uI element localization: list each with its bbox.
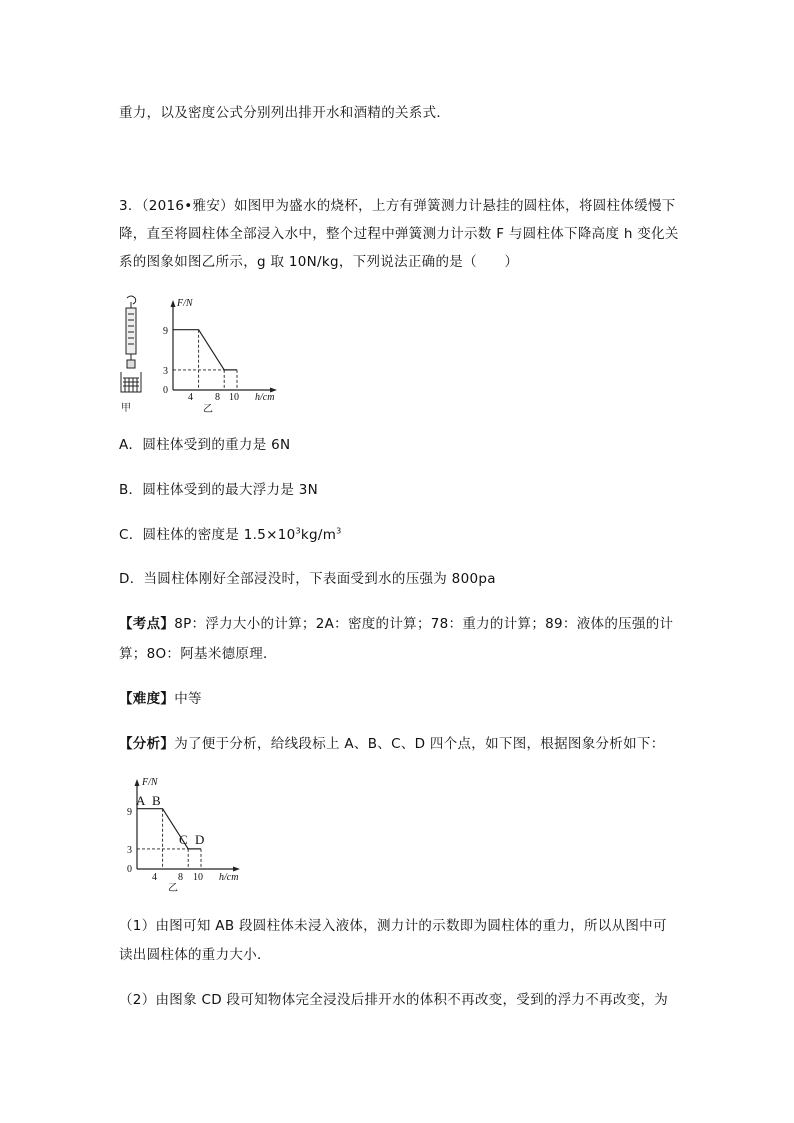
kaodian-label: 【考点】 [119, 616, 175, 632]
option-c-unit-exponent: 3 [336, 526, 342, 536]
x-tick-4: 4 [152, 872, 157, 883]
y-axis-arrow [135, 779, 140, 786]
y-axis-label: F/N [177, 298, 193, 309]
kaodian-line-2: 算；8O：阿基米德原理． [119, 646, 277, 662]
force-height-graph [163, 298, 277, 414]
series-line [137, 809, 201, 849]
analysis-p1-line-2: 读出圆柱体的重力大小． [119, 947, 271, 963]
kaodian-text-1: 8P：浮力大小的计算；2A：密度的计算；78：重力的计算；89：液体的压强的计 [174, 616, 674, 632]
y-tick-3: 3 [127, 845, 132, 856]
point-label-d: D [195, 832, 205, 847]
y-tick-0: 0 [163, 385, 168, 396]
option-c-text: C．圆柱体的密度是 1.5×10 [119, 527, 296, 543]
y-tick-9: 9 [163, 326, 168, 337]
y-axis-label: F/N [142, 777, 158, 788]
point-label-b: B [152, 793, 161, 808]
x-tick-10: 10 [193, 872, 203, 883]
point-label-a: A [136, 793, 146, 808]
option-a: A．圆柱体受到的重力是 6N [119, 437, 291, 453]
y-tick-3: 3 [163, 366, 168, 377]
option-c-exponent: 3 [295, 526, 301, 536]
y-axis-arrow [171, 300, 176, 307]
figure-1 [115, 294, 285, 414]
y-tick-9: 9 [127, 807, 132, 818]
beaker-icon [121, 372, 141, 392]
y-tick-0: 0 [127, 864, 132, 875]
option-c-unit: kg/m [300, 527, 337, 543]
point-label-c: C [179, 832, 188, 847]
option-d: D．当圆柱体刚好全部浸没时，下表面受到水的压强为 800pa [119, 571, 496, 587]
nandu-label: 【难度】 [119, 691, 175, 707]
figure-label-jia: 甲 [121, 403, 131, 414]
option-b: B．圆柱体受到的最大浮力是 3N [119, 482, 319, 498]
x-axis-label: h/cm [255, 392, 275, 403]
spring-balance-icon [126, 296, 136, 368]
fenxi-text: 为了便于分析，给线段标上 A、B、C、D 四个点，如下图，根据图象分析如下： [174, 736, 665, 752]
x-axis-arrow [233, 867, 240, 872]
figure-2 [118, 773, 248, 895]
question-line-2: 降，直至将圆柱体全部浸入水中，整个过程中弹簧测力计示数 F 与圆柱体下降高度 h 变化关 [119, 226, 679, 242]
intro-line: 重力，以及密度公式分别列出排开水和酒精的关系式． [119, 105, 451, 121]
fenxi-label: 【分析】 [119, 736, 175, 752]
question-line-1: 3．（2016•雅安）如图甲为盛水的烧杯，上方有弹簧测力计悬挂的圆柱体，将圆柱体缓慢下 [119, 198, 676, 214]
analysis-p1-line-1: （1）由图可知 AB 段圆柱体未浸入液体，测力计的示数即为圆柱体的重力，所以从图中可 [119, 918, 667, 934]
x-tick-8: 8 [178, 872, 183, 883]
question-line-3: 系的图象如图乙所示，g 取 10N/kg，下列说法正确的是（ ） [119, 254, 519, 270]
x-axis-label: h/cm [219, 872, 239, 883]
series-line [173, 330, 237, 370]
figure-label-yi: 乙 [203, 404, 213, 414]
nandu-line [119, 687, 679, 712]
x-tick-4: 4 [188, 392, 193, 403]
x-tick-8: 8 [215, 392, 220, 403]
x-tick-10: 10 [229, 392, 239, 403]
figure-label-yi: 乙 [168, 883, 178, 894]
fenxi-line [119, 732, 679, 757]
kaodian-line-1 [119, 612, 679, 637]
option-c [119, 523, 679, 548]
analysis-p2-line-1: （2）由图象 CD 段可知物体完全浸没后排开水的体积不再改变，受到的浮力不再改变，为 [119, 992, 669, 1008]
nandu-value: 中等 [174, 691, 202, 707]
